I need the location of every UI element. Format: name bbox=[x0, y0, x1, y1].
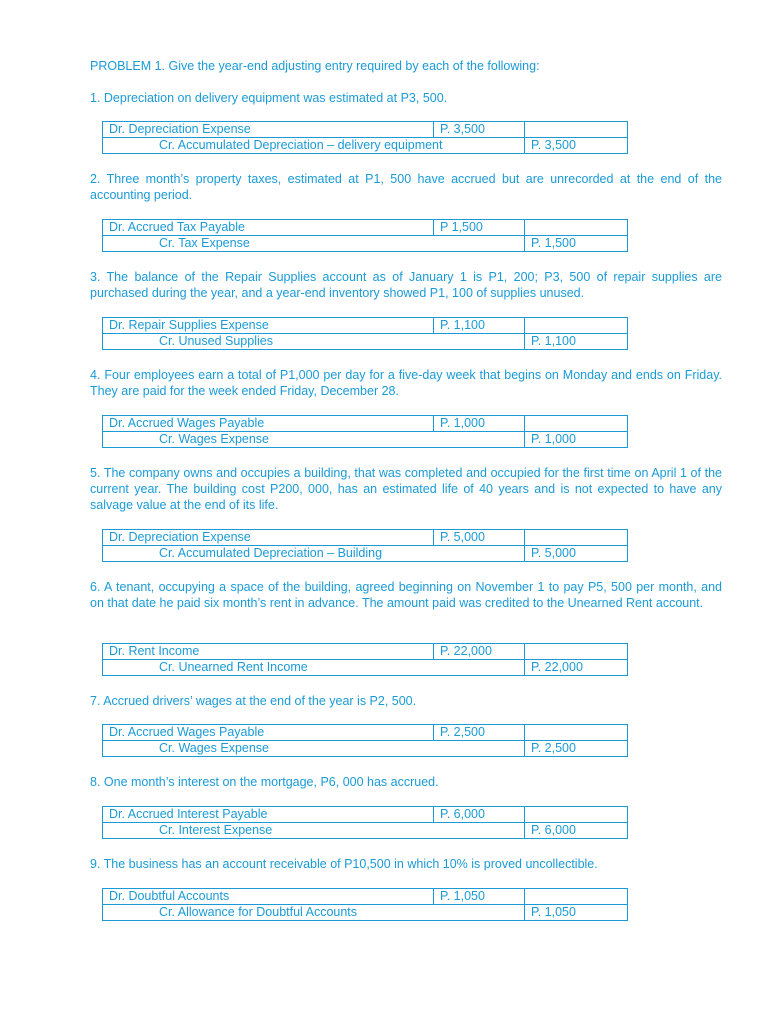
credit-amount: P. 5,000 bbox=[525, 546, 628, 562]
journal-entry-table bbox=[102, 317, 628, 350]
journal-entry-table bbox=[102, 888, 628, 921]
credit-amount-empty bbox=[525, 725, 628, 741]
debit-amount: P. 1,000 bbox=[434, 416, 525, 432]
journal-entry-table bbox=[102, 219, 628, 252]
debit-account: Dr. Doubtful Accounts bbox=[103, 889, 434, 905]
debit-row bbox=[103, 725, 628, 741]
credit-amount-empty bbox=[525, 416, 628, 432]
credit-account: Cr. Wages Expense bbox=[103, 741, 525, 757]
credit-account: Cr. Wages Expense bbox=[103, 432, 525, 448]
credit-account: Cr. Allowance for Doubtful Accounts bbox=[103, 905, 525, 921]
credit-row bbox=[103, 236, 628, 252]
journal-entry-table bbox=[102, 415, 628, 448]
credit-account: Cr. Tax Expense bbox=[103, 236, 525, 252]
problem-text: 4. Four employees earn a total of P1,000 per day for a five-day week that begins on Monday and ends on Friday. They are paid for the week ended Friday, December 28. bbox=[90, 368, 722, 398]
debit-row bbox=[103, 530, 628, 546]
problem-title: PROBLEM 1. Give the year-end adjusting entry required by each of the following: bbox=[90, 59, 540, 73]
problem-text: 1. Depreciation on delivery equipment was estimated at P3, 500. bbox=[90, 91, 448, 105]
credit-account: Cr. Unearned Rent Income bbox=[103, 660, 525, 676]
debit-account: Dr. Rent Income bbox=[103, 644, 434, 660]
credit-amount: P. 1,000 bbox=[525, 432, 628, 448]
problem-text: 6. A tenant, occupying a space of the building, agreed beginning on November 1 to pay P5, 500 per month, and on that date he paid six month’s rent in advance. The amount paid was credited to the Unearned Rent account. bbox=[90, 580, 722, 610]
debit-account: Dr. Accrued Tax Payable bbox=[103, 220, 434, 236]
debit-account: Dr. Repair Supplies Expense bbox=[103, 318, 434, 334]
credit-amount: P. 2,500 bbox=[525, 741, 628, 757]
credit-account: Cr. Interest Expense bbox=[103, 823, 525, 839]
credit-amount-empty bbox=[525, 889, 628, 905]
debit-row bbox=[103, 807, 628, 823]
journal-entry-table bbox=[102, 121, 628, 154]
credit-account: Cr. Accumulated Depreciation – delivery equipment bbox=[103, 138, 525, 154]
problem-text: 7. Accrued drivers’ wages at the end of the year is P2, 500. bbox=[90, 694, 417, 708]
credit-account: Cr. Unused Supplies bbox=[103, 334, 525, 350]
credit-amount-empty bbox=[525, 530, 628, 546]
problem-text: 8. One month’s interest on the mortgage, P6, 000 has accrued. bbox=[90, 775, 439, 789]
credit-amount: P. 6,000 bbox=[525, 823, 628, 839]
credit-amount: P. 22,000 bbox=[525, 660, 628, 676]
debit-amount: P. 6,000 bbox=[434, 807, 525, 823]
credit-amount: P. 1,100 bbox=[525, 334, 628, 350]
debit-account: Dr. Depreciation Expense bbox=[103, 122, 434, 138]
journal-entry-table bbox=[102, 724, 628, 757]
debit-row bbox=[103, 318, 628, 334]
credit-amount: P. 1,050 bbox=[525, 905, 628, 921]
problem-text: 5. The company owns and occupies a building, that was completed and occupied for the first time on April 1 of the current year. The building cost P200, 000, has an estimated life of 40 years and is not expected to have any salvage value at the end of its life. bbox=[90, 466, 722, 512]
debit-amount: P. 5,000 bbox=[434, 530, 525, 546]
credit-row bbox=[103, 546, 628, 562]
credit-amount: P. 1,500 bbox=[525, 236, 628, 252]
credit-row bbox=[103, 905, 628, 921]
problem-text: 3. The balance of the Repair Supplies account as of January 1 is P1, 200; P3, 500 of repair supplies are purchased during the year, and a year-end inventory showed P1, 100 of supplies unused. bbox=[90, 270, 722, 300]
credit-amount-empty bbox=[525, 122, 628, 138]
journal-entry-table bbox=[102, 806, 628, 839]
credit-amount: P. 3,500 bbox=[525, 138, 628, 154]
debit-amount: P. 1,050 bbox=[434, 889, 525, 905]
problem-text: 9. The business has an account receivable of P10,500 in which 10% is proved uncollectible. bbox=[90, 857, 598, 871]
credit-row bbox=[103, 741, 628, 757]
journal-entry-table bbox=[102, 643, 628, 676]
credit-amount-empty bbox=[525, 318, 628, 334]
credit-amount-empty bbox=[525, 220, 628, 236]
debit-account: Dr. Accrued Wages Payable bbox=[103, 416, 434, 432]
debit-account: Dr. Depreciation Expense bbox=[103, 530, 434, 546]
credit-row bbox=[103, 660, 628, 676]
credit-row bbox=[103, 823, 628, 839]
credit-amount-empty bbox=[525, 807, 628, 823]
problem-text: 2. Three month’s property taxes, estimated at P1, 500 have accrued but are unrecorded at the end of the accounting period. bbox=[90, 172, 722, 202]
credit-row bbox=[103, 138, 628, 154]
journal-entry-table bbox=[102, 529, 628, 562]
debit-row bbox=[103, 889, 628, 905]
debit-row bbox=[103, 122, 628, 138]
credit-amount-empty bbox=[525, 644, 628, 660]
debit-row bbox=[103, 644, 628, 660]
debit-account: Dr. Accrued Wages Payable bbox=[103, 725, 434, 741]
debit-row bbox=[103, 220, 628, 236]
debit-amount: P. 3,500 bbox=[434, 122, 525, 138]
debit-amount: P. 1,100 bbox=[434, 318, 525, 334]
debit-amount: P 1,500 bbox=[434, 220, 525, 236]
debit-amount: P. 2,500 bbox=[434, 725, 525, 741]
credit-row bbox=[103, 334, 628, 350]
credit-account: Cr. Accumulated Depreciation – Building bbox=[103, 546, 525, 562]
debit-account: Dr. Accrued Interest Payable bbox=[103, 807, 434, 823]
credit-row bbox=[103, 432, 628, 448]
debit-row bbox=[103, 416, 628, 432]
debit-amount: P. 22,000 bbox=[434, 644, 525, 660]
